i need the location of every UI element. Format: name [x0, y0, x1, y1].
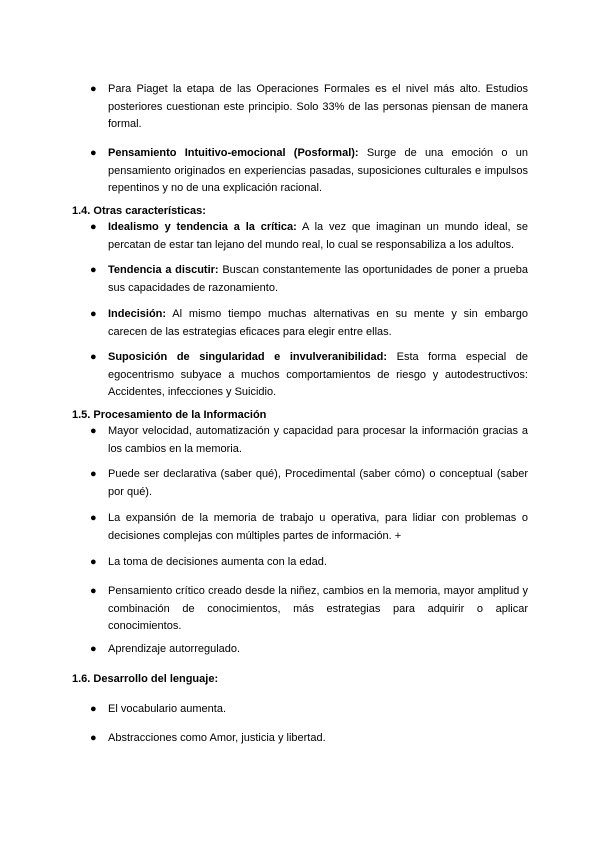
list-item — [90, 423, 528, 458]
item-text: Surge de una emoción o un pensamiento originados en experiencias pasadas, suposiciones culturales e impulsos repentinos y no de una explicación racional. — [108, 147, 528, 194]
bullet-icon: ● — [90, 147, 97, 159]
item-bold: Tendencia a discutir: — [108, 264, 219, 276]
item-text: A la vez que imaginan un mundo ideal, se percatan de estar tan lejano del mundo real, lo cual se responsabiliza a los adultos. — [108, 221, 528, 251]
item-text: El vocabulario aumenta. — [108, 703, 227, 715]
bullet-icon: ● — [90, 221, 97, 233]
item-bold: Pensamiento Intuitivo-emocional (Posformal): — [108, 147, 359, 159]
list-item — [90, 81, 528, 134]
list-item — [90, 262, 529, 297]
list-item — [90, 145, 528, 198]
bullet-icon: ● — [90, 732, 97, 744]
bullet-icon: ● — [90, 351, 97, 363]
list-item — [90, 219, 528, 254]
item-text: Esta forma especial de egocentrismo subyace a muchos comportamientos de riesgo y autodestructivos: Accidentes, infecciones y Suicidio. — [108, 351, 528, 398]
item-text: Aprendizaje autorregulado. — [108, 643, 241, 655]
bullet-icon: ● — [90, 468, 97, 480]
bullet-icon: ● — [90, 703, 97, 715]
bullet-icon: ● — [90, 308, 97, 320]
list-item — [90, 554, 528, 572]
list-item — [90, 701, 528, 719]
section-heading: 1.5. Procesamiento de la Información — [72, 409, 267, 421]
item-text: Buscan constantemente las oportunidades de poner a prueba sus capacidades de razonamiento. — [108, 264, 529, 294]
bullet-icon: ● — [90, 264, 97, 276]
list-item — [90, 306, 528, 341]
item-text: Puede ser declarativa (saber qué), Procedimental (saber cómo) o conceptual (saber por qué). — [108, 468, 528, 498]
bullet-icon: ● — [90, 512, 97, 524]
list-item — [90, 466, 528, 501]
list-item — [90, 349, 528, 402]
item-bold: Indecisión: — [108, 308, 167, 320]
list-item — [90, 641, 528, 659]
section-heading: 1.4. Otras características: — [72, 205, 206, 217]
item-text: Pensamiento crítico creado desde la niñez, cambios en la memoria, mayor amplitud y combinación de conocimientos, más estrategias para adquirir o aplicar conocimientos. — [108, 585, 528, 632]
item-bold: Idealismo y tendencia a la crítica: — [108, 221, 297, 233]
bullet-icon: ● — [90, 556, 97, 568]
item-text: La expansión de la memoria de trabajo u operativa, para lidiar con problemas o decisiones complejas con múltiples partes de información. + — [108, 512, 528, 542]
list-item — [90, 510, 528, 545]
list-item — [90, 583, 528, 636]
item-text: Para Piaget la etapa de las Operaciones Formales es el nivel más alto. Estudios posteriores cuestionan este principio. Solo 33% de las personas piensan de manera formal. — [108, 83, 528, 130]
bullet-icon: ● — [90, 585, 97, 597]
item-text: Abstracciones como Amor, justicia y libertad. — [108, 732, 326, 744]
item-text: La toma de decisiones aumenta con la edad. — [108, 556, 327, 568]
bullet-icon: ● — [90, 83, 97, 95]
bullet-icon: ● — [90, 425, 97, 437]
item-text: Mayor velocidad, automatización y capacidad para procesar la información gracias a los cambios en la memoria. — [108, 425, 528, 455]
section-heading: 1.6. Desarrollo del lenguaje: — [72, 673, 219, 685]
bullet-icon: ● — [90, 643, 97, 655]
item-text: Al mismo tiempo muchas alternativas en su mente y sin embargo carecen de las estrategias eficaces para elegir entre ellas. — [108, 308, 528, 338]
list-item — [90, 730, 528, 748]
item-bold: Suposición de singularidad e invulveranibilidad: — [108, 351, 388, 363]
